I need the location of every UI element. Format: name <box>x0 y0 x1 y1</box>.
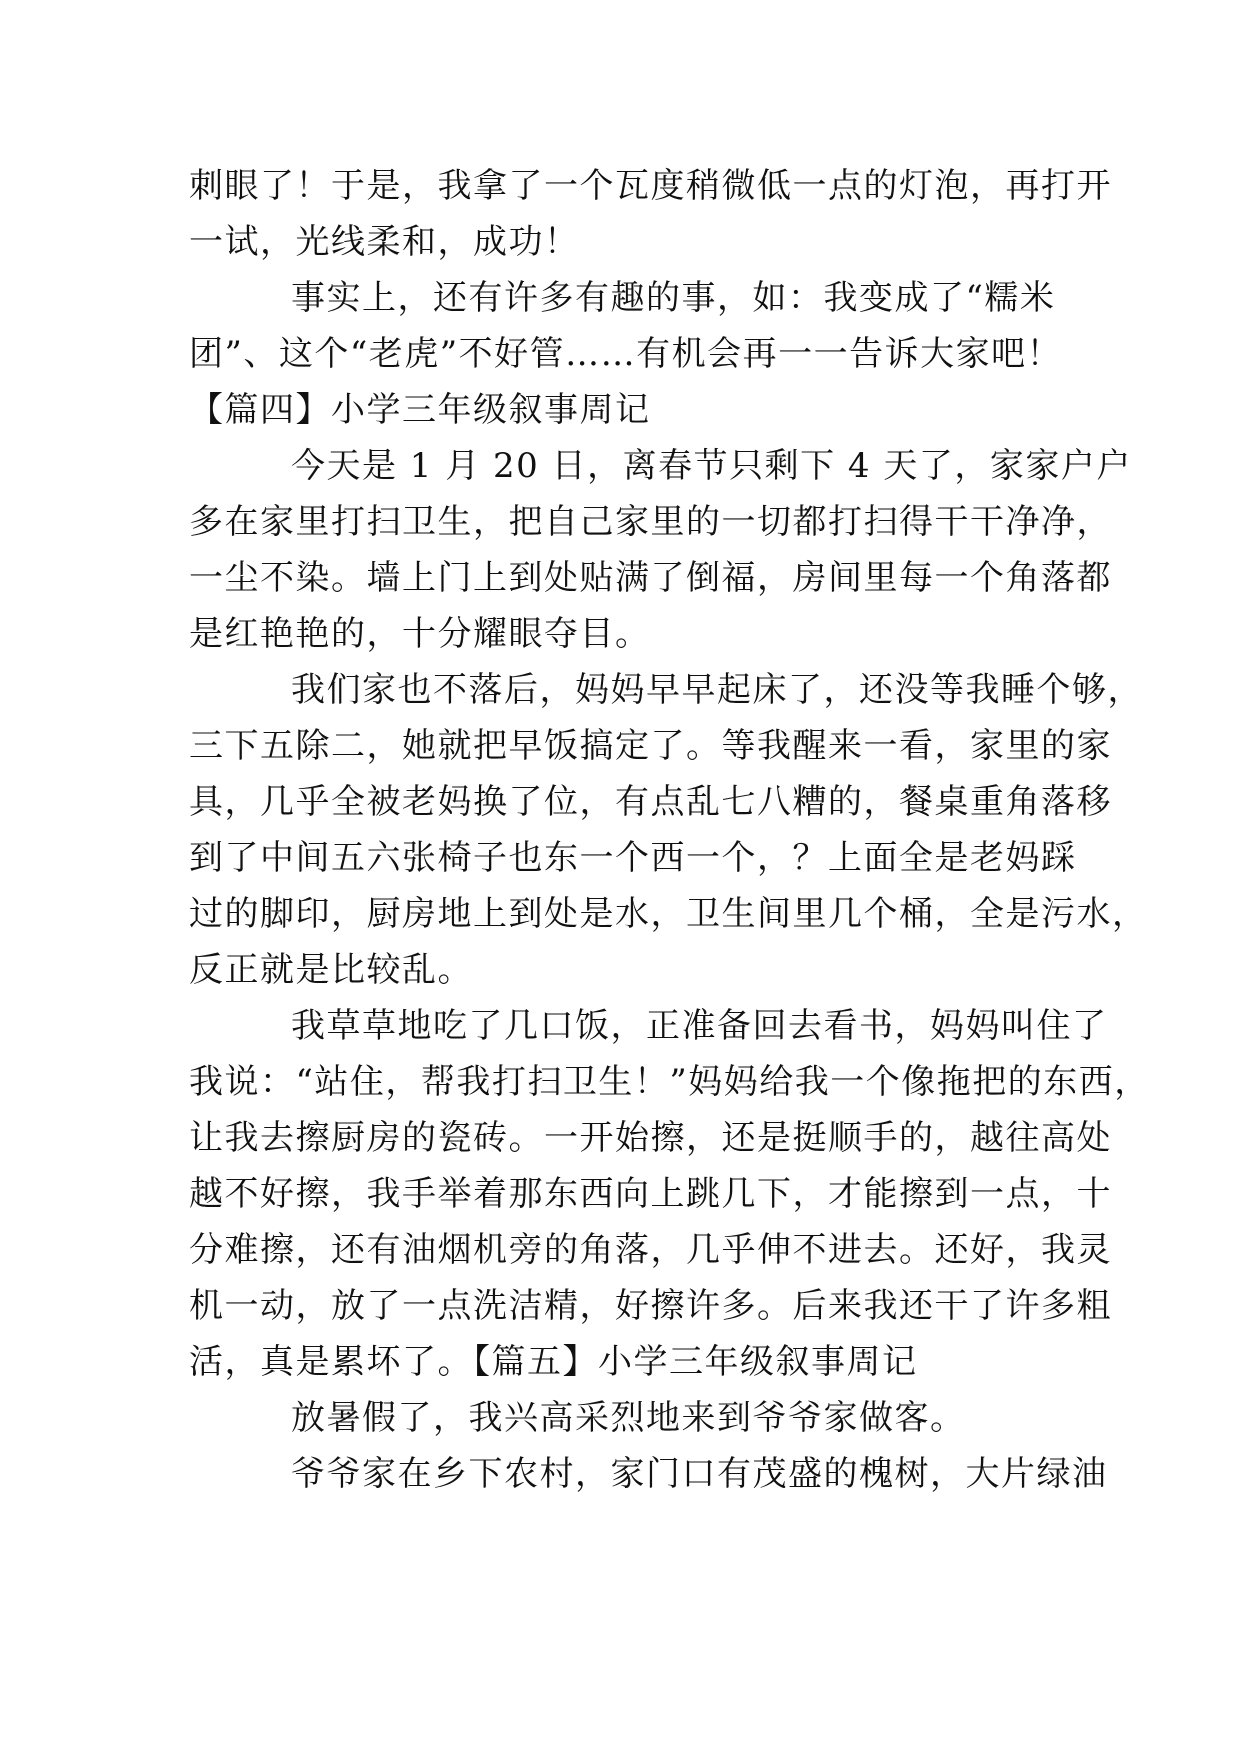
paragraph-start-line: 事实上，还有许多有趣的事，如：我变成了“糯米 <box>291 278 1056 318</box>
text-line: 三下五除二，她就把早饭搞定了。等我醒来一看，家里的家 <box>189 726 1112 766</box>
text-line: 分难擦，还有油烟机旁的角落，几乎伸不进去。还好，我灵 <box>189 1230 1112 1270</box>
paragraph-start-line: 放暑假了，我兴高采烈地来到爷爷家做客。 <box>291 1398 966 1438</box>
text-line: 机一动，放了一点洗洁精，好擦许多。后来我还干了许多粗 <box>189 1286 1112 1326</box>
section-heading: 【篇四】小学三年级叙事周记 <box>189 390 651 430</box>
text-line: 越不好擦，我手举着那东西向上跳几下，才能擦到一点，十 <box>189 1174 1112 1214</box>
text-line: 反正就是比较乱。 <box>189 950 473 990</box>
paragraph-start-line: 我们家也不落后，妈妈早早起床了，还没等我睡个够， <box>291 670 1143 710</box>
paragraph-start-line: 我草草地吃了几口饭，正准备回去看书，妈妈叫住了 <box>291 1006 1108 1046</box>
paragraph-start-line: 今天是 1 月 20 日，离春节只剩下 4 天了，家家户户 <box>291 446 1132 486</box>
text-line: 团”、这个“老虎”不好管……有机会再一一告诉大家吧！ <box>189 334 1063 374</box>
text-line: 到了中间五六张椅子也东一个西一个，？上面全是老妈踩 <box>189 838 1077 878</box>
text-line: 一尘不染。墙上门上到处贴满了倒福，房间里每一个角落都 <box>189 558 1112 598</box>
text-line: 过的脚印，厨房地上到处是水，卫生间里几个桶，全是污水， <box>189 894 1148 934</box>
document-page <box>189 158 1150 1502</box>
text-line: 刺眼了！于是，我拿了一个瓦度稍微低一点的灯泡，再打开 <box>189 166 1112 206</box>
text-line: 具，几乎全被老妈换了位，有点乱七八糟的，餐桌重角落移 <box>189 782 1112 822</box>
paragraph-start-line: 爷爷家在乡下农村，家门口有茂盛的槐树，大片绿油 <box>291 1454 1108 1494</box>
text-line: 我说：“站住，帮我打扫卫生！”妈妈给我一个像拖把的东西， <box>189 1062 1150 1102</box>
text-line: 是红艳艳的，十分耀眼夺目。 <box>189 614 651 654</box>
text-line-with-heading: 活，真是累坏了。【篇五】小学三年级叙事周记 <box>189 1342 918 1382</box>
text-line: 一试，光线柔和，成功！ <box>189 222 580 262</box>
text-line: 多在家里打扫卫生，把自己家里的一切都打扫得干干净净， <box>189 502 1112 542</box>
text-line: 让我去擦厨房的瓷砖。一开始擦，还是挺顺手的，越往高处 <box>189 1118 1112 1158</box>
